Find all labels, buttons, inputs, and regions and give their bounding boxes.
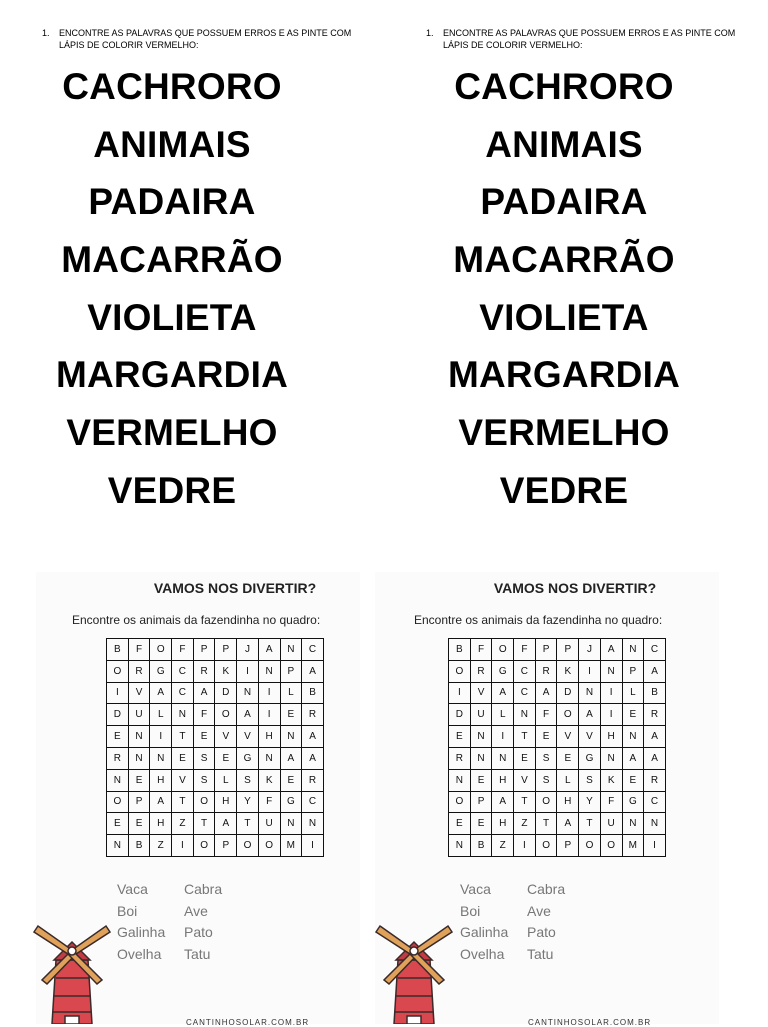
grid-cell: I: [237, 660, 259, 682]
word-item: CACHRORO: [62, 66, 282, 107]
grid-cell: P: [470, 791, 492, 813]
animal-item: Boi: [460, 902, 481, 919]
grid-cell: T: [514, 726, 536, 748]
grid-row: [107, 791, 324, 813]
grid-cell: C: [644, 791, 666, 813]
grid-cell: A: [258, 639, 280, 661]
grid-cell: C: [302, 639, 324, 661]
grid-cell: O: [193, 791, 215, 813]
grid-cell: I: [449, 682, 471, 704]
grid-cell: F: [600, 791, 622, 813]
grid-cell: V: [470, 682, 492, 704]
instruction: [426, 27, 746, 51]
grid-cell: E: [107, 726, 129, 748]
grid-cell: P: [215, 835, 237, 857]
grid-cell: V: [215, 726, 237, 748]
grid-cell: N: [622, 813, 644, 835]
word-item: MACARRÃO: [61, 239, 283, 281]
animal-item: Ovelha: [460, 945, 505, 962]
grid-row: [107, 813, 324, 835]
grid-cell: T: [237, 813, 259, 835]
grid-cell: A: [150, 682, 172, 704]
grid-cell: R: [128, 660, 150, 682]
grid-cell: O: [600, 835, 622, 857]
grid-row: [449, 682, 666, 704]
grid-cell: Y: [579, 791, 601, 813]
grid-cell: I: [258, 682, 280, 704]
grid-cell: N: [470, 747, 492, 769]
grid-cell: L: [492, 704, 514, 726]
word-item: ANIMAIS: [485, 123, 643, 165]
grid-cell: B: [128, 835, 150, 857]
grid-row: [107, 639, 324, 661]
grid-cell: T: [172, 726, 194, 748]
grid-cell: E: [514, 747, 536, 769]
word-item: VEDRE: [107, 469, 237, 511]
grid-cell: C: [514, 682, 536, 704]
grid-cell: B: [107, 639, 129, 661]
grid-cell: O: [237, 835, 259, 857]
grid-cell: T: [514, 791, 536, 813]
grid-cell: I: [600, 704, 622, 726]
grid-row: [107, 835, 324, 857]
grid-cell: O: [449, 791, 471, 813]
grid-cell: R: [302, 769, 324, 791]
grid-cell: P: [280, 660, 302, 682]
grid-row: [107, 726, 324, 748]
word-search-grid: [106, 638, 324, 857]
animal-item: Ave: [184, 902, 208, 919]
word-item: CACHRORO: [454, 66, 674, 107]
grid-cell: O: [150, 639, 172, 661]
word-item: VIOLIETA: [87, 296, 257, 338]
grid-cell: C: [172, 682, 194, 704]
grid-cell: I: [579, 660, 601, 682]
grid-cell: H: [492, 813, 514, 835]
animal-item: Cabra: [527, 881, 566, 897]
grid-cell: L: [622, 682, 644, 704]
instruction: [42, 27, 362, 51]
grid-cell: O: [535, 791, 557, 813]
grid-cell: R: [302, 704, 324, 726]
grid-cell: N: [258, 747, 280, 769]
grid-cell: N: [449, 835, 471, 857]
grid-cell: E: [622, 769, 644, 791]
animal-item: Tatu: [184, 945, 211, 962]
grid-cell: E: [557, 747, 579, 769]
grid-cell: N: [128, 726, 150, 748]
animal-item: Vaca: [460, 881, 491, 897]
grid-cell: H: [557, 791, 579, 813]
grid-cell: N: [600, 660, 622, 682]
grid-cell: L: [280, 682, 302, 704]
grid-row: [107, 747, 324, 769]
grid-cell: G: [579, 747, 601, 769]
word-item: MARGARDIA: [447, 354, 680, 396]
grid-cell: G: [237, 747, 259, 769]
grid-cell: N: [280, 639, 302, 661]
activity-subtitle: Encontre os animais da fazendinha no quadro:: [72, 613, 321, 627]
grid-cell: O: [215, 704, 237, 726]
grid-cell: E: [193, 726, 215, 748]
grid-cell: A: [579, 704, 601, 726]
grid-cell: E: [449, 813, 471, 835]
grid-cell: D: [215, 682, 237, 704]
animal-item: Galinha: [117, 924, 166, 940]
footer-credit: CANTINHOSOLAR.COM.BR: [186, 1018, 310, 1027]
grid-cell: F: [470, 639, 492, 661]
grid-cell: E: [535, 726, 557, 748]
grid-cell: M: [280, 835, 302, 857]
grid-cell: G: [150, 660, 172, 682]
grid-cell: M: [622, 835, 644, 857]
grid-row: [449, 835, 666, 857]
grid-cell: A: [557, 813, 579, 835]
animal-item: Ave: [527, 902, 551, 919]
word-search-grid: [448, 638, 666, 857]
grid-cell: J: [237, 639, 259, 661]
grid-cell: I: [600, 682, 622, 704]
grid-cell: I: [644, 835, 666, 857]
grid-cell: P: [193, 639, 215, 661]
grid-cell: A: [600, 639, 622, 661]
grid-cell: Z: [150, 835, 172, 857]
instruction-text: ENCONTRE AS PALAVRAS QUE POSSUEM ERROS E AS PINTE COM LÁPIS DE COLORIR VERMELHO:: [443, 28, 736, 50]
grid-cell: U: [128, 704, 150, 726]
word-item: VIOLIETA: [479, 296, 649, 338]
grid-cell: N: [622, 726, 644, 748]
animal-item: Tatu: [527, 945, 554, 962]
grid-cell: Y: [237, 791, 259, 813]
grid-row: [107, 769, 324, 791]
grid-cell: A: [215, 813, 237, 835]
grid-cell: V: [579, 726, 601, 748]
grid-cell: S: [535, 747, 557, 769]
grid-cell: V: [557, 726, 579, 748]
grid-cell: R: [107, 747, 129, 769]
grid-cell: B: [302, 682, 324, 704]
grid-cell: A: [535, 682, 557, 704]
grid-cell: I: [492, 726, 514, 748]
grid-cell: T: [535, 813, 557, 835]
grid-cell: P: [128, 791, 150, 813]
grid-cell: A: [622, 747, 644, 769]
grid-cell: O: [557, 704, 579, 726]
word-item: VERMELHO: [458, 412, 670, 454]
grid-cell: F: [193, 704, 215, 726]
grid-cell: N: [237, 682, 259, 704]
grid-cell: I: [107, 682, 129, 704]
grid-cell: T: [579, 813, 601, 835]
grid-cell: E: [107, 813, 129, 835]
grid-cell: I: [302, 835, 324, 857]
grid-cell: S: [237, 769, 259, 791]
grid-cell: E: [280, 704, 302, 726]
grid-row: [449, 769, 666, 791]
grid-cell: C: [302, 791, 324, 813]
grid-cell: E: [128, 813, 150, 835]
grid-cell: O: [107, 791, 129, 813]
grid-cell: V: [128, 682, 150, 704]
animal-item: Ovelha: [117, 945, 162, 962]
grid-cell: O: [535, 835, 557, 857]
grid-cell: N: [514, 704, 536, 726]
grid-cell: U: [600, 813, 622, 835]
grid-cell: N: [622, 639, 644, 661]
animal-item: Cabra: [184, 881, 223, 897]
grid-cell: F: [172, 639, 194, 661]
grid-row: [449, 704, 666, 726]
grid-cell: P: [622, 660, 644, 682]
windmill-icon: [32, 920, 112, 1024]
activity-title: VAMOS NOS DIVERTIR?: [153, 580, 317, 596]
word-item: VEDRE: [499, 469, 629, 511]
grid-cell: S: [193, 747, 215, 769]
grid-cell: A: [193, 682, 215, 704]
grid-cell: E: [128, 769, 150, 791]
animal-item: Pato: [527, 924, 556, 940]
grid-cell: P: [557, 835, 579, 857]
grid-row: [449, 813, 666, 835]
grid-cell: G: [622, 791, 644, 813]
grid-cell: R: [449, 747, 471, 769]
grid-cell: N: [449, 769, 471, 791]
grid-cell: P: [557, 639, 579, 661]
instruction-number: 1.: [42, 28, 50, 38]
grid-cell: E: [449, 726, 471, 748]
animal-item: Galinha: [460, 924, 509, 940]
grid-cell: I: [150, 726, 172, 748]
grid-cell: G: [492, 660, 514, 682]
animal-list: [460, 879, 597, 965]
grid-cell: E: [280, 769, 302, 791]
word-list: [372, 58, 756, 520]
grid-cell: L: [215, 769, 237, 791]
grid-cell: H: [150, 769, 172, 791]
instruction-number: 1.: [426, 28, 434, 38]
grid-cell: F: [535, 704, 557, 726]
grid-cell: R: [644, 769, 666, 791]
grid-cell: K: [557, 660, 579, 682]
grid-cell: K: [258, 769, 280, 791]
grid-cell: R: [470, 660, 492, 682]
grid-cell: F: [128, 639, 150, 661]
grid-cell: Z: [514, 813, 536, 835]
grid-row: [449, 639, 666, 661]
grid-cell: A: [644, 660, 666, 682]
grid-cell: I: [172, 835, 194, 857]
grid-cell: N: [280, 813, 302, 835]
footer-credit: CANTINHOSOLAR.COM.BR: [528, 1018, 652, 1027]
grid-cell: H: [492, 769, 514, 791]
word-item: PADAIRA: [480, 181, 648, 223]
grid-cell: E: [470, 813, 492, 835]
grid-cell: S: [193, 769, 215, 791]
grid-cell: N: [302, 813, 324, 835]
grid-cell: N: [107, 769, 129, 791]
grid-cell: L: [150, 704, 172, 726]
grid-cell: H: [258, 726, 280, 748]
grid-cell: U: [258, 813, 280, 835]
animal-item: Boi: [117, 902, 138, 919]
grid-cell: A: [492, 682, 514, 704]
grid-cell: K: [215, 660, 237, 682]
grid-cell: F: [514, 639, 536, 661]
grid-cell: B: [644, 682, 666, 704]
grid-cell: D: [107, 704, 129, 726]
grid-cell: N: [150, 747, 172, 769]
grid-cell: H: [600, 726, 622, 748]
animal-item: Pato: [184, 924, 213, 940]
grid-cell: O: [579, 835, 601, 857]
grid-cell: L: [557, 769, 579, 791]
grid-cell: A: [280, 747, 302, 769]
grid-cell: A: [237, 704, 259, 726]
grid-cell: N: [600, 747, 622, 769]
grid-cell: G: [280, 791, 302, 813]
grid-cell: U: [470, 704, 492, 726]
grid-cell: C: [644, 639, 666, 661]
grid-cell: F: [258, 791, 280, 813]
grid-cell: Z: [492, 835, 514, 857]
grid-cell: N: [258, 660, 280, 682]
grid-cell: N: [470, 726, 492, 748]
grid-cell: N: [107, 835, 129, 857]
grid-cell: D: [449, 704, 471, 726]
grid-cell: N: [579, 682, 601, 704]
grid-cell: C: [172, 660, 194, 682]
grid-cell: A: [644, 726, 666, 748]
windmill-icon: [374, 920, 454, 1024]
animal-item: Vaca: [117, 881, 148, 897]
grid-cell: E: [215, 747, 237, 769]
grid-cell: P: [535, 639, 557, 661]
grid-cell: N: [280, 726, 302, 748]
grid-cell: R: [644, 704, 666, 726]
grid-cell: V: [514, 769, 536, 791]
word-item: PADAIRA: [88, 181, 256, 223]
grid-cell: I: [514, 835, 536, 857]
grid-cell: K: [600, 769, 622, 791]
grid-cell: R: [193, 660, 215, 682]
grid-row: [107, 660, 324, 682]
grid-cell: Z: [172, 813, 194, 835]
word-item: ANIMAIS: [93, 123, 251, 165]
word-item: MARGARDIA: [55, 354, 288, 396]
grid-cell: O: [107, 660, 129, 682]
grid-cell: O: [449, 660, 471, 682]
grid-cell: E: [622, 704, 644, 726]
grid-row: [449, 726, 666, 748]
activity-subtitle: Encontre os animais da fazendinha no quadro:: [414, 613, 663, 627]
grid-cell: O: [492, 639, 514, 661]
grid-row: [107, 704, 324, 726]
grid-cell: T: [172, 791, 194, 813]
grid-cell: B: [449, 639, 471, 661]
word-list: [0, 58, 364, 520]
grid-cell: I: [258, 704, 280, 726]
grid-cell: N: [172, 704, 194, 726]
grid-cell: A: [302, 726, 324, 748]
grid-cell: O: [258, 835, 280, 857]
grid-row: [107, 682, 324, 704]
grid-cell: T: [193, 813, 215, 835]
grid-cell: A: [302, 660, 324, 682]
grid-cell: N: [644, 813, 666, 835]
word-item: MACARRÃO: [453, 239, 675, 281]
grid-cell: V: [237, 726, 259, 748]
grid-cell: A: [492, 791, 514, 813]
grid-cell: C: [514, 660, 536, 682]
grid-cell: H: [215, 791, 237, 813]
grid-cell: A: [150, 791, 172, 813]
grid-cell: S: [535, 769, 557, 791]
grid-cell: E: [470, 769, 492, 791]
grid-cell: E: [172, 747, 194, 769]
grid-row: [449, 791, 666, 813]
grid-row: [449, 660, 666, 682]
grid-row: [449, 747, 666, 769]
grid-cell: S: [579, 769, 601, 791]
instruction-text: ENCONTRE AS PALAVRAS QUE POSSUEM ERROS E AS PINTE COM LÁPIS DE COLORIR VERMELHO:: [59, 28, 352, 50]
grid-cell: O: [193, 835, 215, 857]
grid-cell: A: [302, 747, 324, 769]
activity-title: VAMOS NOS DIVERTIR?: [493, 580, 657, 596]
grid-cell: P: [215, 639, 237, 661]
grid-cell: H: [150, 813, 172, 835]
animal-list: [117, 879, 254, 965]
grid-cell: A: [644, 747, 666, 769]
grid-cell: D: [557, 682, 579, 704]
grid-cell: J: [579, 639, 601, 661]
word-item: VERMELHO: [66, 412, 278, 454]
grid-cell: R: [535, 660, 557, 682]
grid-cell: N: [492, 747, 514, 769]
grid-cell: B: [470, 835, 492, 857]
grid-cell: V: [172, 769, 194, 791]
grid-cell: N: [128, 747, 150, 769]
